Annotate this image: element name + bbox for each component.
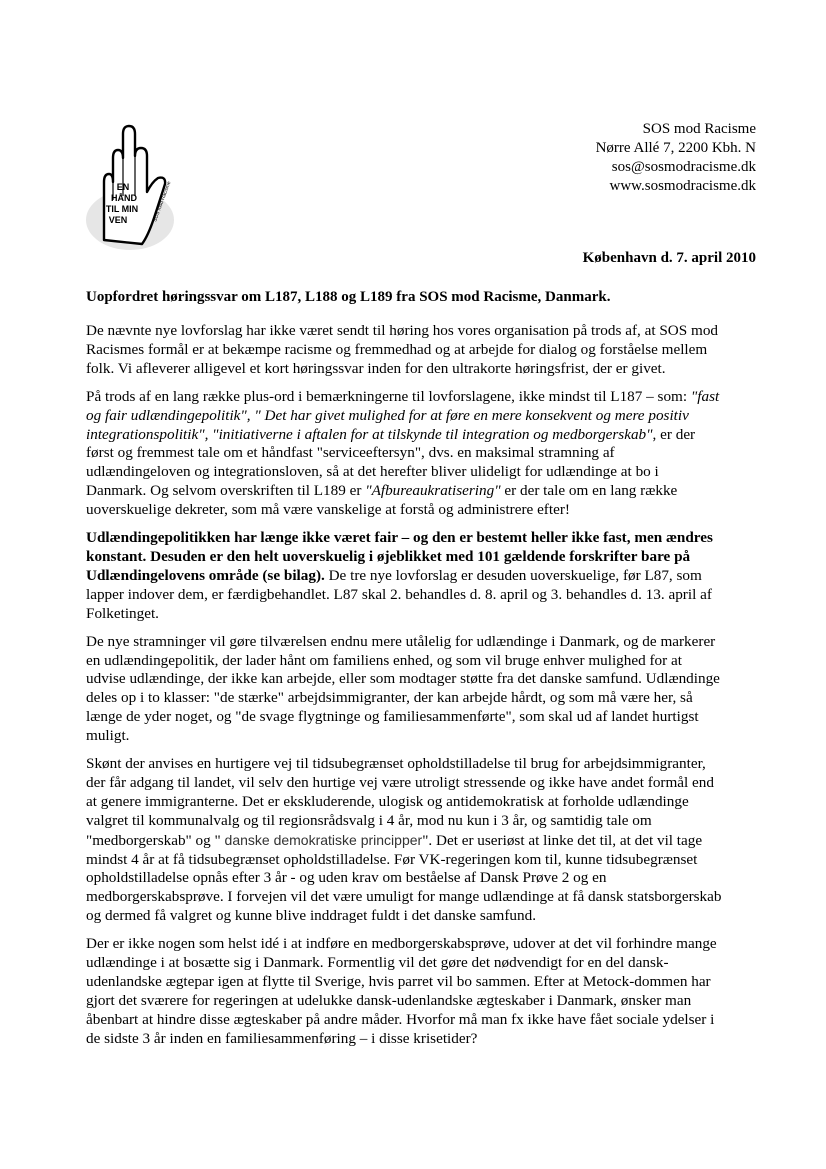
text-line: lapper indover dem, er færdigbehandlet. L87 skal 2. behandles d. 8. april og 3. behandles d. 13. april af xyxy=(86,585,712,603)
text-line: de sidste 3 år inden en familiesammenføring – i disse krisetider? xyxy=(86,1029,478,1047)
text-line: åbenbart at hindre disse ægteskaber på andre måder. Hvorfor må man fx ikke have fået sociale ydelser i xyxy=(86,1010,715,1028)
text-run: På trods af en lang række plus-ord i bemærkningerne til lovforslagene, ikke mindst til L187 – som: xyxy=(86,387,691,405)
bold-line: konstant. Desuden er den helt uoverskuelig i øjeblikket med 101 gældende forskrifter bare på xyxy=(86,547,691,565)
paragraph-3 xyxy=(86,529,758,624)
text-line: folk. Vi afleverer alligevel et kort høringssvar inden for den ultrakorte høringsfrist, der er givet. xyxy=(86,359,666,377)
sans-run: danske demokratiske principper xyxy=(224,831,423,848)
hand-logo-icon xyxy=(82,122,178,254)
text-run: er der tale om en lang række xyxy=(500,482,678,500)
quote-run: integrationspolitik", "initiativerne i aftalen for at tilskynde til integration og medborgerskab" xyxy=(86,425,653,443)
logo-line-1: EN xyxy=(116,182,130,192)
text-line: muligt. xyxy=(86,727,130,745)
bold-line: Udlændingepolitikken har længe ikke været fair – og den er bestemt heller ikke fast, men ændres xyxy=(86,529,713,547)
sender-email[interactable]: sos@sosmodracisme.dk xyxy=(611,159,756,175)
paragraph-2 xyxy=(86,388,758,520)
text-line: udlændingeloven og integrationsloven, så at det herefter bliver ulideligt for udlændinge at bo i xyxy=(86,463,659,481)
text-line: først og fremmest tale om et håndfast "serviceeftersyn", dvs. en maksimal stramning af xyxy=(86,444,615,462)
quote-line: og fair udlændingepolitik", " Det har givet mulighed for at føre en mere konsekvent og mere positiv xyxy=(86,406,689,424)
logo-side-text: SOS mod Racisme xyxy=(152,180,173,223)
text-line: valgret til kommunalvalg og til regionsrådsvalg i 4 år, mod nu kun i 3 år, og samtidig tale om xyxy=(86,811,652,829)
quote-run: "Afbureaukratisering" xyxy=(365,482,501,500)
text-line: udvise udlændinge, der ikke kan arbejde, eller som modtager støtte fra det danske samfund. Udlændinge xyxy=(86,670,720,688)
text-line: Folketinget. xyxy=(86,604,159,622)
text-line xyxy=(86,482,758,501)
text-line: uoverskuelige dekreter, som må være vanskelige at forstå og administrere efter! xyxy=(86,501,570,519)
letter-title: Uopfordret høringssvar om L187, L188 og L189 fra SOS mod Racisme, Danmark. xyxy=(86,289,611,305)
paragraph-6 xyxy=(86,935,758,1048)
paragraph-1 xyxy=(86,322,758,379)
quote-run: "fast xyxy=(690,387,720,405)
text-line xyxy=(86,831,758,851)
text-run: Danmark. Og selvom overskriften til L189 er xyxy=(86,482,366,500)
paragraph-5 xyxy=(86,755,758,926)
text-line: De nye stramninger vil gøre tilværelsen endnu mere utålelig for udlændinge i Danmark, og de markerer xyxy=(86,632,716,650)
text-run: , er der xyxy=(652,425,696,443)
text-line: en udlændingepolitik, der lader hånt om familiens enhed, og som vil bruge enhver mulighed for at xyxy=(86,651,682,669)
text-run: "medborgerskab" og " xyxy=(86,831,225,849)
text-line: De nævnte nye lovforslag har ikke været sendt til høring hos vores organisation på trods af, at SOS mod xyxy=(86,322,719,339)
sender-website[interactable]: www.sosmodracisme.dk xyxy=(609,178,756,194)
text-line: udenlandske ægtepar igen at flytte til Sverige, hvis parret vil bo sammen. Efter at Metock-dommen har xyxy=(86,973,711,990)
sender-address xyxy=(596,120,756,196)
text-line: Der er ikke nogen som helst idé i at indføre en medborgerskabsprøve, udover at det vil forhindre mange xyxy=(86,935,717,953)
text-line xyxy=(86,388,758,407)
text-line: deles op i to klasser: "de stærke" arbejdsimmigranter, der kan arbejde hårdt, og som må være her, så xyxy=(86,689,693,707)
logo-line-2: HÅND xyxy=(111,193,137,203)
text-run: ". Det er useriøst at linke det til, at det vil tage xyxy=(422,831,703,849)
text-line: der får adgang til landet, vil selv den hurtige vej være utroligt stressende og ikke have andet formål end xyxy=(86,773,714,791)
letter-date: København d. 7. april 2010 xyxy=(582,250,756,266)
text-line: længe de yder noget, og "de svage flygtninge og familiesammenførte", som skal ud af landet hurtigst xyxy=(86,708,699,726)
text-line: medborgerskabsprøve. I forvejen vil det være umuligt for mange udlændinge at få dansk statsborgerskab xyxy=(86,888,722,906)
text-line: mindst 4 år at få tidsubegrænset opholdstilladelse. Før VK-regeringen kom til, kunne tidsubegrænset xyxy=(86,850,698,868)
text-line: opholdstilladelse opnås efter 3 år - og uden krav om beståelse af Dansk Prøve 2 og en xyxy=(86,869,607,887)
bold-run: Udlændingelovens område (se bilag). xyxy=(86,566,325,584)
text-line: Skønt der anvises en hurtigere vej til tidsubegrænset opholdstilladelse til brug for arbejdsimmigranter, xyxy=(86,755,706,773)
sender-org: SOS mod Racisme xyxy=(642,121,756,137)
text-line xyxy=(86,567,758,586)
text-line: at genere immigranterne. Det er ekskluderende, ulogisk og antidemokratisk at forholde udlændinge xyxy=(86,792,689,810)
text-line: og dermed få valgret og kunne blive inddraget fuldt i det danske samfund. xyxy=(86,907,537,925)
letter-body xyxy=(86,322,758,1058)
text-line: Racismes formål er at bekæmpe racisme og fremmedhad og at arbejde for dialog og forståelse mellem xyxy=(86,340,708,358)
paragraph-4 xyxy=(86,633,758,746)
text-line: udlændinge i at bosætte sig i Danmark. Formentlig vil det gøre det nødvendigt for en del dansk- xyxy=(86,954,669,972)
text-line xyxy=(86,426,758,445)
logo-line-3: TIL MIN xyxy=(105,204,139,214)
text-run: De tre nye lovforslag er desuden uoverskuelige, før L87, som xyxy=(324,566,702,584)
logo-line-4: VEN xyxy=(108,215,128,225)
text-line: gjort det sværere for regeringen at udelukke dansk-udenlandske ægteskaber i Danmark, ønsker man xyxy=(86,991,692,1009)
sender-street: Nørre Allé 7, 2200 Kbh. N xyxy=(595,140,756,156)
